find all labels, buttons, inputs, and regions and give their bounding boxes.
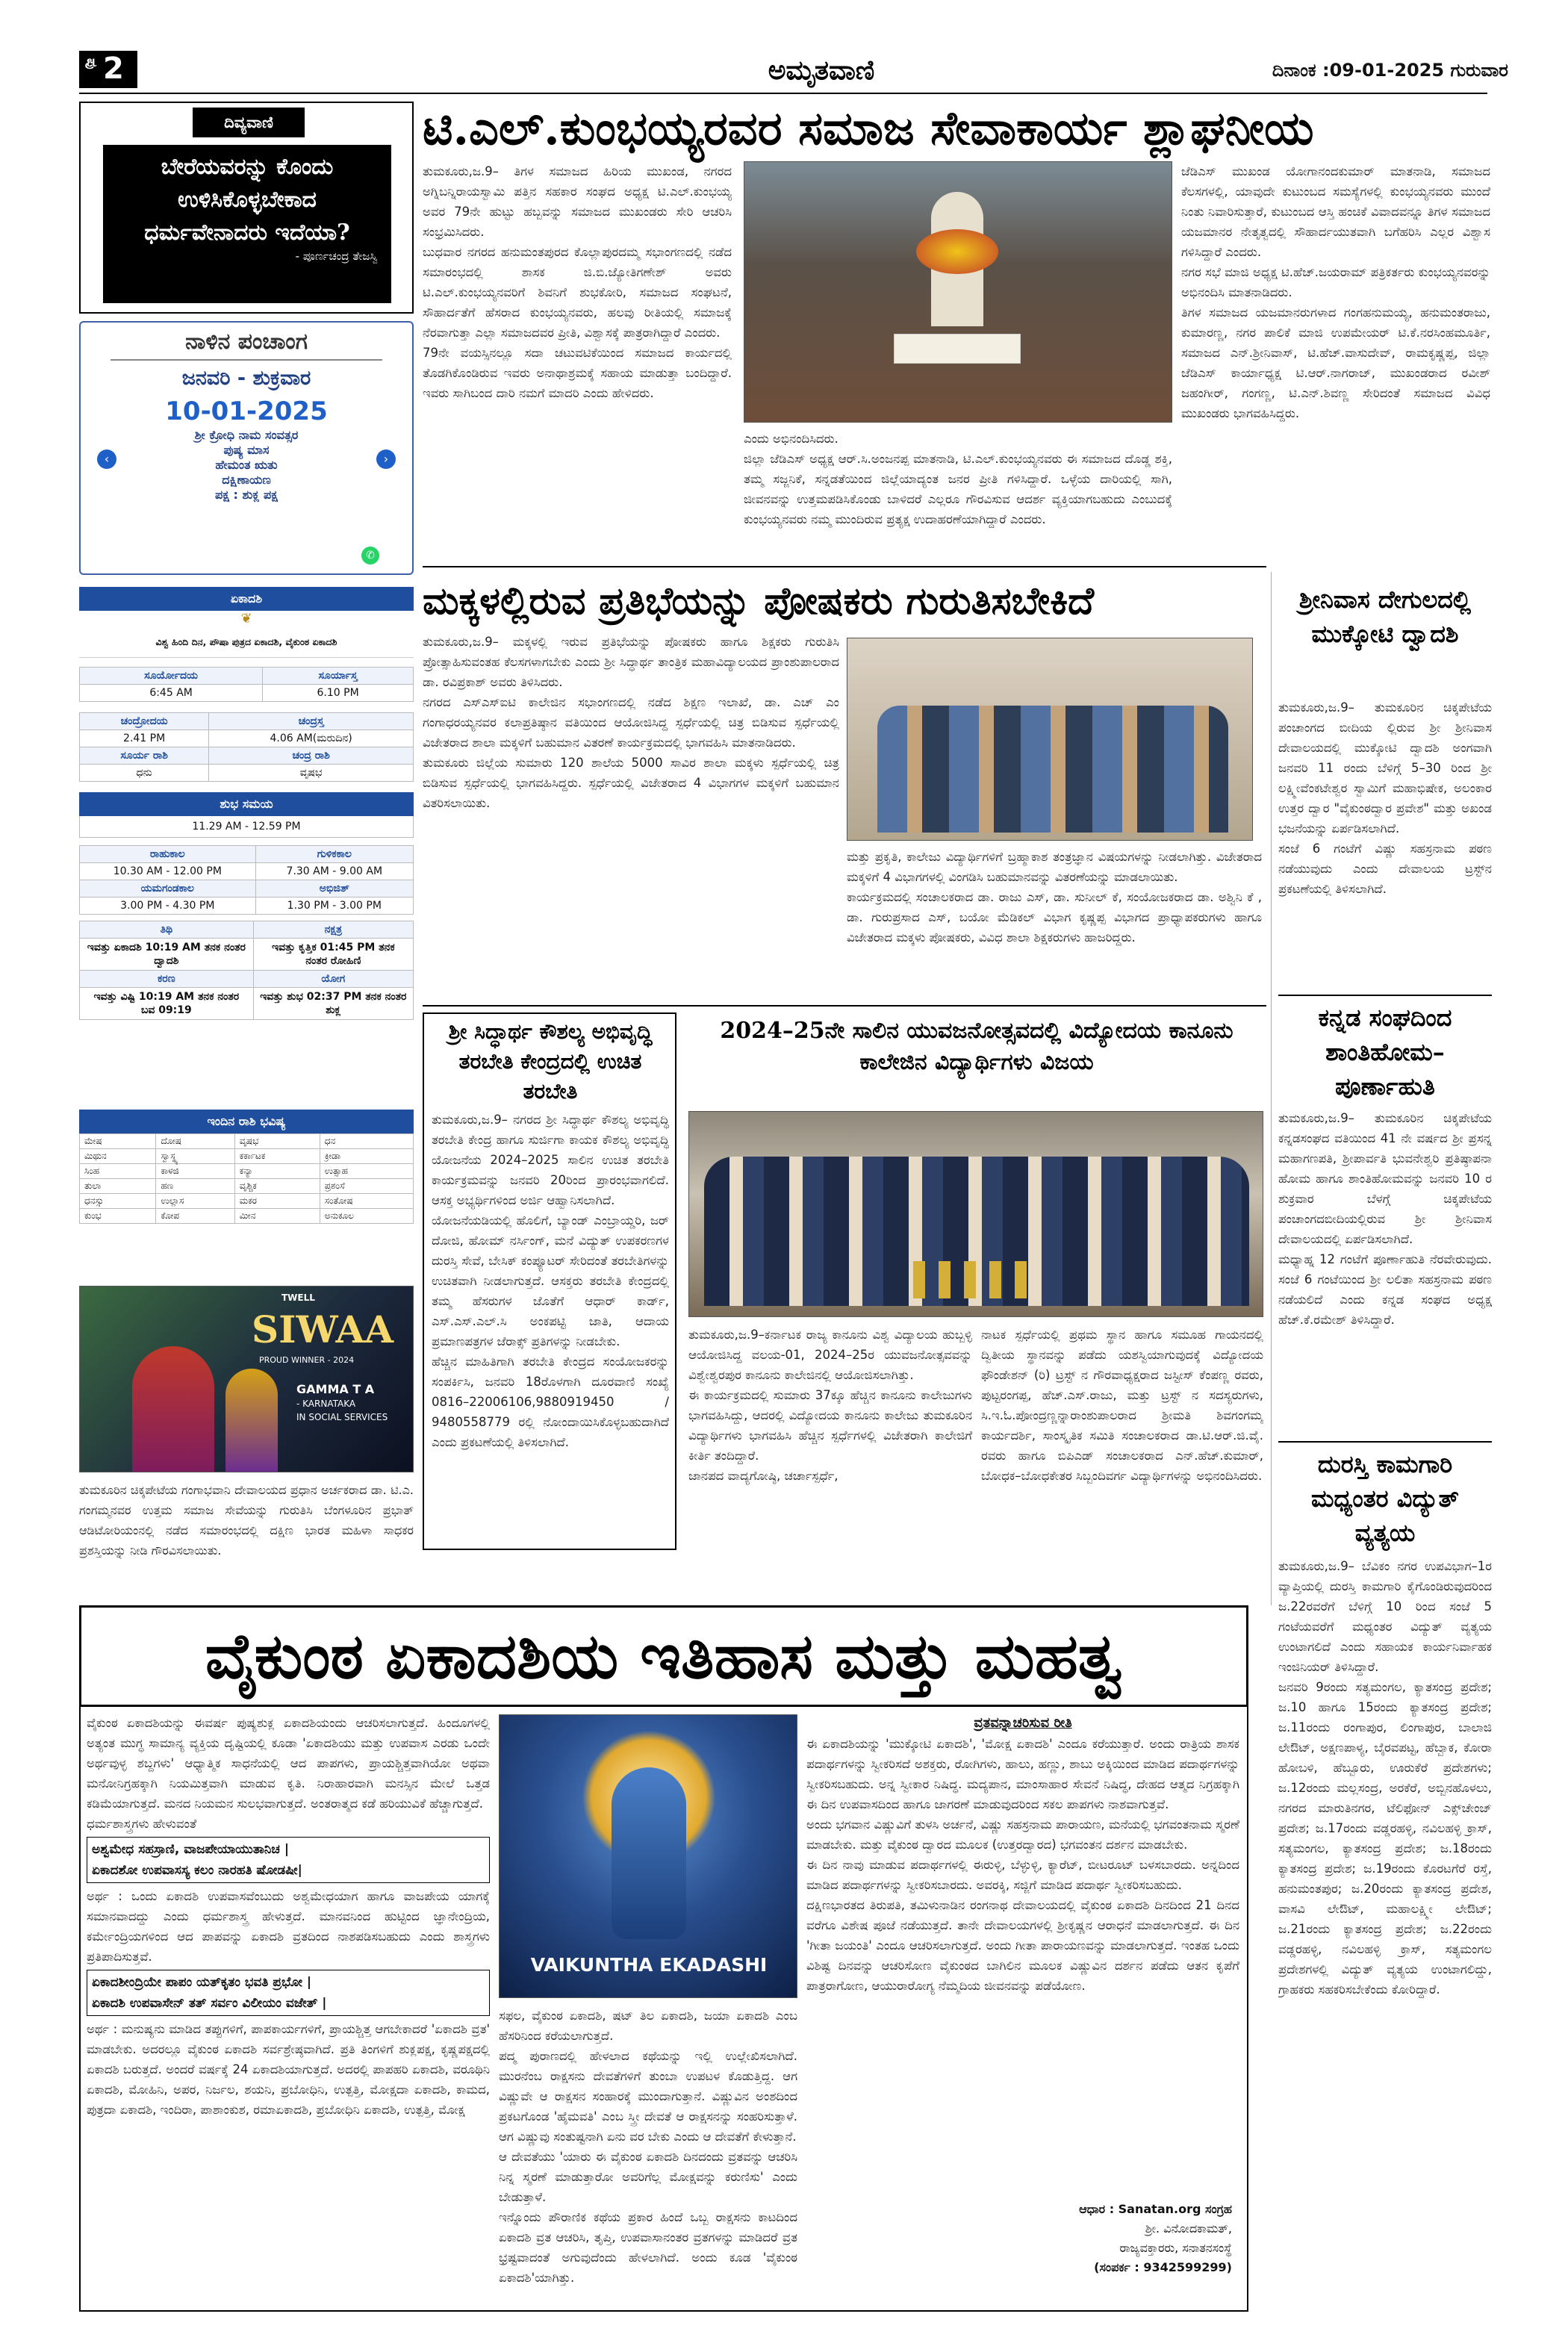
guli-label: ಗುಳಿಕಕಾಲ (255, 846, 413, 863)
rashi-sign: ತುಲಾ (80, 1179, 156, 1194)
article7-headline: ದುರಸ್ತಿ ಕಾಮಗಾರಿ ಮಧ್ಯಂತರ ವಿದ್ಯುತ್ ವ್ಯತ್ಯಯ (1311, 1450, 1459, 1547)
siwaa-award-photo (79, 1286, 414, 1472)
rashi-table (79, 1133, 414, 1224)
rashi-row (80, 1179, 414, 1194)
tithi-label: ತಿಥಿ (80, 921, 254, 939)
kala-table (79, 845, 414, 915)
panchanga-samvatsara: ಶ್ರೀ ಕ್ರೋಧಿ ನಾಮ ಸಂವತ್ಸರ (194, 428, 299, 442)
moon-rashi-label: ಚಂದ್ರ ರಾಶಿ (209, 747, 414, 765)
masthead-date: ದಿನಾಂಕ :09-01-2025 ಗುರುವಾರ (1272, 60, 1508, 81)
abhi-label: ಅಭಿಜಿತ್ (255, 880, 413, 897)
karana-label: ಕರಣ (80, 971, 254, 988)
panchanga-day: ಜನವರಿ - ಶುಕ್ರವಾರ (181, 367, 311, 390)
presenter-figure (225, 1369, 278, 1472)
whatsapp-share-icon[interactable]: ✆ (361, 547, 379, 564)
rashi-forecast: ಕೋಪ (156, 1209, 234, 1224)
yoga-value: ಇವತ್ತು ಶುಭ 02:37 PM ತನಕ ನಂತರ ಶುಕ್ಲ (253, 988, 413, 1020)
right-column-divider (1271, 572, 1272, 1605)
feature-col3-body: ಈ ಏಕಾದಶಿಯನ್ನು 'ಮುಕ್ಕೋಟಿ ಏಕಾದಶಿ', 'ಮೋಕ್ಷ ಏಕಾದಶಿ' ಎಂದೂ ಕರೆಯುತ್ತಾರೆ. ಅಂದು ರಾತ್ರಿಯ ಶಾಸಕ ಪದಾರ್ಥಗಳನ್ನು ಸ್ವೀಕರಿಸದೆ ಅಶಕ್ತರು, ರೋಗಿಗಳು, ಹಾಲು, ಹಣ್ಣು, ಶಾಬು ಅಕ್ಕಿಯಿಂದ ಮಾಡಿದ ಪದಾರ್ಥಗಳನ್ನು ಸ್ವೀಕರಿಸಬಹುದು. ಅನ್ನ ಸ್ವೀಕಾರ ನಿಷಿದ್ಧ. ಮದ್ಯಪಾನ, ಮಾಂಸಾಹಾರ ಸೇವನೆ ನಿಷಿದ್ಧ, ದೇಹದ ಆತ್ಮದ ನಿಗ್ರಹಕ್ಕಾಗಿ ಈ ದಿನ ಉಪವಾಸದಿಂದ ಹಾಗೂ ಜಾಗರಣೆ ಮಾಡುವುದರಿಂದ ಸಕಲ ಪಾಪಗಳು ನಾಶವಾಗುತ್ತವೆ. ಅಂದು ಭಗವಾನ ವಿಷ್ಣುವಿಗೆ ತುಳಸಿ ಅರ್ಚನೆ, ವಿಷ್ಣು ಸಹಸ್ರನಾಮ ಪಾರಾಯಣ, ಮನೆಯಲ್ಲಿ ಭಗವಂತನಾಮ ಸ್ಮರಣೆ ಮಾಡಬೇಕು. ಮತ್ತು ವೈಕುಂಠ ದ್ವಾರದ ಮೂಲಕ (ಉತ್ತರದ್ವಾರದ) ಭಗವಂತನ ದರ್ಶನ ಮಾಡಬೇಕು. ಈ ದಿನ ನಾವು ಮಾಡುವ ಪದಾರ್ಥಗಳಲ್ಲಿ ಈರುಳ್ಳಿ, ಬೆಳ್ಳುಳ್ಳಿ, ಕ್ಯಾರೆಟ್, ಬೀಟರೂಟ್ ಬಳಸಬಾರದು. ಅನ್ನದಿಂದ ಮಾಡಿದ ಪದಾರ್ಥಗಳನ್ನು ಸ್ವೀಕರಿಸಬಾರದು. ಅವರಕ್ಕಿ, ಸಜ್ಜಿಗೆ ಮಾಡಿದ ಪದಾರ್ಥ ಸ್ವೀಕರಿಸಬಹುದು. ದಕ್ಷಿಣಭಾರತದ ತಿರುಪತಿ, ತಮಿಳುನಾಡಿನ ರಂಗನಾಥ ದೇವಾಲಯದಲ್ಲಿ ವೈಕುಂಠ ಏಕಾದಶಿ ದಿನದಿಂದ 21 ದಿನದ ವರೆಗೂ ವಿಶೇಷ ಪೂಜೆ ನಡೆಯುತ್ತದೆ. ತಾನೇ ದೇವಾಲಯಗಳಲ್ಲಿ ಶ್ರೀಕೃಷ್ಣನ ಆರಾಧನೆ ಮಾಡಲಾಗುತ್ತದೆ. ಈ ದಿನ 'ಗೀತಾ ಜಯಂತಿ' ಎಂದೂ ಆಚರಿಸಲಾಗುತ್ತದೆ. ಅಂದು ಗೀತಾ ಪಾರಾಯಣವನ್ನು ಮಾಡಲಾಗುತ್ತದೆ. ಇಂತಹ ಒಂದು ವಿಶಿಷ್ಟ ದಿನವನ್ನು ಆಚರಿಸೋಣ ವೈಕುಂಠದ ಬಾಗಿಲಿನ ಮೂಲಕ ವಿಷ್ಣುವಿನ ದರ್ಶನ ಪಡೆದು ಆತನ ಕೃಪೆಗೆ ಪಾತ್ರರಾಗೋಣ, ಆಯುರಾರೋಗ್ಯ ನೆಮ್ಮದಿಯ ಜೀವನವನ್ನು ಪಡೆಯೋಣ. (806, 1737, 1239, 1993)
rashi-sign: ಮೀನ (234, 1209, 320, 1224)
panchanga-ayana: ದಕ್ಷಿಣಾಯಣ (222, 473, 271, 487)
feature-credit (806, 2200, 1239, 2277)
sunset-label: ಸೂರ್ಯಾಸ್ತ (263, 668, 414, 685)
rashi-row (80, 1164, 414, 1179)
siwaa-sub: PROUD WINNER - 2024 (259, 1355, 355, 1365)
article1-body-left: ತುಮಕೂರು,ಜ.9– ತಿಗಳ ಸಮಾಜದ ಹಿರಿಯ ಮುಖಂಡ, ನಗರದ ಅಗ್ನಿಬನ್ನಿರಾಯಸ್ವಾಮಿ ಪತ್ತಿನ ಸಹಕಾರ ಸಂಘದ ಅಧ್ಯಕ್ಷ ಟಿ.ಎಲ್.ಕುಂಭಯ್ಯ ಅವರ 79ನೇ ಹುಟ್ಟು ಹಬ್ಬವನ್ನು ಸಮಾಜದ ಮುಖಂಡರು ಸೇರಿ ಆಚರಿಸಿ ಸಂಭ್ರಮಿಸಿದರು. ಬುಧವಾರ ನಗರದ ಹನುಮಂತಪುರದ ಕೊಲ್ಲಾಪುರದಮ್ಮ ಸಭಾಂಗಣದಲ್ಲಿ ನಡೆದ ಸಮಾರಂಭದಲ್ಲಿ ಶಾಸಕ ಜಿ.ಬಿ.ಜ್ಯೋತಿಗಣೇಶ್ ಅವರು ಟಿ.ಎಲ್.ಕುಂಭಯ್ಯನವರಿಗೆ ಶಿವನಿಗೆ ಶುಭಕೋರಿ, ಸಮಾಜದ ಸಂಘಟನೆ, ಸೌಹಾರ್ದತೆಗೆ ಹೆಸರಾದ ಕುಂಭಯ್ಯನವರು, ಹಲವು ರೀತಿಯಲ್ಲಿ ಸಮಾಜಕ್ಕೆ ನೆರವಾಗುತ್ತಾ ಎಲ್ಲಾ ಸಮಾಜದವರ ಪ್ರೀತಿ, ವಿಶ್ವಾಸಕ್ಕೆ ಪಾತ್ರರಾಗಿದ್ದಾರೆ ಎಂದರು. 79ನೇ ವಯಸ್ಸಿನಲ್ಲೂ ಸದಾ ಚಟುವಟಿಕೆಯಿಂದ ಸಮಾಜದ ಕಾರ್ಯದಲ್ಲಿ ತೊಡಗಿಕೊಂಡಿರುವ ಇವರು ಅನಾಥಾಶ್ರಮಕ್ಕೆ ಸಹಾಯ ಮಾಡುತ್ತಾ ಬಂದಿದ್ದಾರೆ. ಇವರು ಸಾಗಿಬಂದ ದಾರಿ ನಮಗೆ ಮಾದರಿ ಎಂದು ಹೇಳಿದರು. (423, 164, 732, 400)
article4-body-left: ತುಮಕೂರು,ಜ.9–ಕರ್ನಾಟಕ ರಾಜ್ಯ ಕಾನೂನು ವಿಶ್ವ ವಿದ್ಯಾಲಯ ಹುಬ್ಬಳ್ಳಿ ಆಯೋಜಿಸಿದ್ದ ವಲಯ-01, 2024–25ರ ಯುವಜನೋತ್ಸವವನ್ನು ವಿಶ್ವೇಶ್ವರಪುರ ಕಾನೂನು ಕಾಲೇಜಿನಲ್ಲಿ ಆಯೋಜಿಸಲಾಗಿತ್ತು. ಈ ಕಾರ್ಯಕ್ರಮದಲ್ಲಿ ಸುಮಾರು 37ಕ್ಕೂ ಹೆಚ್ಚಿನ ಕಾನೂನು ಕಾಲೇಜುಗಳು ಭಾಗವಹಿಸಿದ್ದು, ಆದರಲ್ಲಿ ವಿದ್ಯೋದಯ ಕಾನೂನು ಕಾಲೇಜು ತುಮಕೂರಿನ ವಿದ್ಯಾರ್ಥಿಗಳು ಭಾಗವಹಿಸಿ ಹೆಚ್ಚಿನ ಸ್ಪರ್ಧೆಗಳಲ್ಲಿ ವಿಜೇತರಾಗಿ ಕಾಲೇಜಿಗೆ ಕೀರ್ತಿ ತಂದಿದ್ದಾರೆ. ಜಾನಪದ ವಾದ್ಯಗೋಷ್ಠಿ, ಚರ್ಚಾಸ್ಪರ್ಧೆ, (688, 1328, 972, 1483)
article1-headline: ಟಿ.ಎಲ್.ಕುಂಭಯ್ಯರವರ ಸಮಾಜ ಸೇವಾಕಾರ್ಯ ಶ್ಲಾಘನೀಯ (423, 101, 1314, 155)
rashi-sign: ಸಿಂಹ (80, 1164, 156, 1179)
next-day-button[interactable]: › (376, 449, 396, 469)
awardee-figure (132, 1346, 214, 1472)
divyavani-author: - ಪೂರ್ಣಚಂದ್ರ ತೇಜಸ್ವಿ (295, 249, 378, 263)
ekadashi-icon: ❦ (240, 611, 252, 626)
article5-headline: ಶ್ರೀನಿವಾಸ ದೇಗುಲದಲ್ಲಿ ಮುಕ್ಕೋಟಿ ದ್ವಾದಶಿ (1298, 585, 1472, 648)
credit-phone: (ಸಂಪರ್ಕ : 9342599299) (1094, 2260, 1232, 2274)
siwaa-category: IN SOCIAL SERVICES (296, 1412, 388, 1422)
rashi-row (80, 1194, 414, 1209)
feature-col1-meaning: ಅರ್ಥ : ಒಂದು ಏಕಾದಶಿ ಉಪವಾಸವೆಂಬುದು ಅಶ್ವಮೇಧಯಾಗ ಹಾಗೂ ವಾಜಪೇಯ ಯಾಗಕ್ಕೆ ಸಮಾನವಾದದ್ದು ಎಂದು ಧರ್ಮಶಾಸ್ತ್ರ ಹೇಳುತ್ತದೆ. ಮಾನವನಿಂದ ಹುಟ್ಟಿಂದ ಜ್ಞಾನೇಂದ್ರಿಯ, ಕರ್ಮೇಂದ್ರಿಯಗಳಿಂದ ಆದ ಪಾಪವನ್ನು ಏಕಾದಶಿ ವ್ರತದಿಂದ ನಾಶಪಡಿಸಬಹುದು ಎಂದು ಶಾಸ್ತ್ರಗಳು ಪ್ರತಿಪಾದಿಸುತ್ತವೆ. (87, 1889, 490, 1964)
feature-shloka-1: ಅಶ್ವಮೇಧ ಸಹಸ್ರಾಣಿ, ವಾಜಪೇಯಾಯುತಾನಿಚ | ಏಕಾದಶೋ ಉಪವಾಸಸ್ಯ ಕಲಂ ನಾರಹತಿ ಷೋಡಷೀ| (87, 1837, 490, 1883)
article6-rule (1278, 1441, 1492, 1443)
feature-banner-title: ವೈಕುಂಠ ಏಕಾದಶಿಯ ಇತಿಹಾಸ ಮತ್ತು ಮಹತ್ವ (205, 1619, 1123, 1693)
siwaa-logo: SIWAA (252, 1307, 394, 1351)
rashi-sign: ಮಕರ (234, 1194, 320, 1209)
rashi-forecast: ದೋಷ (156, 1134, 234, 1149)
rashi-sign: ಮೇಷ (80, 1134, 156, 1149)
students-group (877, 706, 1228, 833)
feature-col1-intro: ವೈಕುಂಠ ಏಕಾದಶಿಯನ್ನು ಈವರ್ಷ ಪುಷ್ಯಶುಕ್ಲ ಏಕಾದಶಿಯಂದು ಆಚರಿಸಲಾಗುತ್ತದೆ. ಹಿಂದೂಗಳಲ್ಲಿ ಅತ್ಯಂತ ಮುಗ್ಧ ಸಾಮಾನ್ಯ ವ್ಯಕ್ತಿಯ ದೃಷ್ಟಿಯಲ್ಲಿ ಕೂಡಾ 'ಏಕಾದಶಿಯು ಮತ್ತು ಉಪವಾಸ ಎರಡು ಒಂದೇ ಅರ್ಥವುಳ್ಳ ಶಬ್ದಗಳು' ಆಧ್ಯಾತ್ಮಿಕ ಸಾಧನೆಯಲ್ಲಿ ಆದ ಪಾಪಗಳು, ಪ್ರಾಯಶ್ಚಿತ್ತವಾಗಿಯೋ ಅಥವಾ ಮನೋನಿಗ್ರಹಕ್ಕಾಗಿ ನಿಯಮಿತ್ತವಾಗಿ ಮಾಡುವ ಕೃತಿ. ನಿರಾಹಾರವಾಗಿ ಮನಸ್ಸಿನ ಮೇಲೆ ಒತ್ತಡ ಕಡಿಮೆಯಾಗುತ್ತದೆ. ಮನದ ನಿಯಮನ ಸುಲಭವಾಗುತ್ತದೆ. ಅಂತರಾತ್ಮದ ಕಡೆ ಹರಿಯುವಿಕೆ ಹೆಚ್ಚಾಗುತ್ತದೆ. ಧರ್ಮಶಾಸ್ತ್ರಗಳು ಹೇಳುವಂತೆ (87, 1716, 490, 1831)
feature-banner (79, 1605, 1248, 1707)
sun-rashi-value: ಧನು (80, 765, 209, 782)
moonset-label: ಚಂದ್ರಸ್ತ (209, 713, 414, 730)
siwaa-brand: TWELL (281, 1292, 315, 1303)
tithi-value: ಇವತ್ತು ಏಕಾದಶಿ 10:19 AM ತನಕ ನಂತರ ದ್ವಾದಶಿ (80, 939, 254, 971)
tithi-table (79, 921, 414, 1020)
panchanga-card (79, 321, 414, 575)
divyavani-box (79, 102, 414, 314)
panchanga-paksha: ಪಕ್ಷ : ಶುಕ್ಲ ಪಕ್ಷ (215, 488, 278, 502)
panchanga-ritu: ಹೇಮಂತ ಋತು (215, 458, 278, 472)
article3-body: ತುಮಕೂರು,ಜ.9– ನಗರದ ಶ್ರೀ ಸಿದ್ಧಾರ್ಥ ಕೌಶಲ್ಯ ಅಭಿವೃದ್ಧಿ ತರಬೇತಿ ಕೇಂದ್ರ ಹಾಗೂ ಸುರ್ಜಿಗಾ ಕಾಯಕ ಕೌಶಲ್ಯ ಅಭಿವೃದ್ಧಿ ಯೋಜನೆಯ 2024–2025 ಸಾಲಿನ ಉಚಿತ ತರಬೇತಿ ಕಾರ್ಯಕ್ರಮವನ್ನು ಜನವರಿ 20ರಿಂದ ಪ್ರಾರಂಭವಾಗಲಿದೆ. ಆಸಕ್ತ ಅಭ್ಯರ್ಥಿಗಳಿಂದ ಅರ್ಜಿ ಆಹ್ವಾನಿಸಲಾಗಿದೆ. ಯೋಜನೆಯಡಿಯಲ್ಲಿ ಹೊಲಿಗೆ, ಬ್ಯಾಂಡ್ ಎಂಬ್ರಾಯ್ಡರಿ, ಜರ್ ದೋಜಿ, ಹೋಮ್ ನರ್ಸಿಂಗ್, ಮನೆ ವಿದ್ಯುತ್ ಉಪಕರಣಗಳ ದುರಸ್ತಿ ಸೇವೆ, ಬೇಸಿಕ್ ಕಂಪ್ಯೂಟರ್ ಸೇರಿದಂತೆ ತರಬೇತಿಗಳನ್ನು ಉಚಿತವಾಗಿ ನೀಡಲಾಗುತ್ತದೆ. ಆಸಕ್ತರು ತರಬೇತಿ ಕೇಂದ್ರದಲ್ಲಿ ತಮ್ಮ ಹೆಸರುಗಳ ಜೊತೆಗೆ ಆಧಾರ್ ಕಾರ್ಡ್, ಎಸ್.ಎಸ್.ಎಲ್.ಸಿ ಅಂಕಪಟ್ಟಿ ಜಾತಿ, ಆದಾಯ ಪ್ರಮಾಣಪತ್ರಗಳ ಜೆರಾಕ್ಸ್ ಪ್ರತಿಗಳನ್ನು ನೀಡಬೇಕು. ಹೆಚ್ಚಿನ ಮಾಹಿತಿಗಾಗಿ ತರಬೇತಿ ಕೇಂದ್ರದ ಸಂಯೋಜಕರನ್ನು ಸಂಪರ್ಕಿಸಿ, ಜನವರಿ 18ರೊಳಗಾಗಿ ದೂರವಾಣಿ ಸಂಖ್ಯೆ 0816–22006106,9880919450 / 9480558779 ರಲ್ಲಿ ನೋಂದಾಯಿಸಿಕೊಳ್ಳಬಹುದಾಗಿದೆ ಎಂದು ಪ್ರಕಟಣೆಯಲ್ಲಿ ತಿಳಿಸಲಾಗಿದೆ. (432, 1113, 669, 1449)
rashi-sign: ಮಿಥುನ (80, 1149, 156, 1164)
nakshatra-value: ಇವತ್ತು ಕೃತ್ತಿಕ 01:45 PM ತನಕ ನಂತರ ರೋಹಿಣಿ (253, 939, 413, 971)
divyavani-quote: ಬೇರೆಯವರನ್ನು ಕೊಂದು ಉಳಿಸಿಕೊಳ್ಳಬೇಕಾದ ಧರ್ಮವೇನಾದರು ಇದೆಯಾ? (144, 154, 350, 246)
rashi-title: ಇಂದಿನ ರಾಶಿ ಭವಿಷ್ಯ (79, 1110, 414, 1133)
rahu-value: 10.30 AM - 12.00 PM (80, 863, 256, 880)
rahu-label: ರಾಹುಕಾಲ (80, 846, 256, 863)
article4-body-right: ನಾಟಕ ಸ್ಪರ್ಧೆಯಲ್ಲಿ ಪ್ರಥಮ ಸ್ಥಾನ ಹಾಗೂ ಸಮೂಹ ಗಾಯನದಲ್ಲಿ ದ್ವಿತೀಯ ಸ್ಥಾನವನ್ನು ಪಡೆದು ಯಶಸ್ವಿಯಾಗುವುದಕ್ಕೆ ವಿದ್ಯೋದಯ ಫೌಂಡೇಶನ್ (ರಿ) ಟ್ರಸ್ಟ್ ನ ಗೌರವಾಧ್ಯಕ್ಷರಾದ ಜಸ್ಟೀಸ್ ಕೆಂಪಣ್ಣ ರವರು, ಪುಟ್ಟರಂಗಪ್ಪ, ಹೆಚ್.ಎಸ್.ರಾಜು, ಮತ್ತು ಟ್ರಸ್ಟ್ ನ ಸದಸ್ಯರುಗಳು, ಸಿ.ಇ.ಓ.ಪೋಂದ್ರಣ್ಣನ್ನಾರಾಂಶುಪಾಲರಾದ ಶ್ರೀಮತಿ ಶಿವಗಂಗಮ್ಮ ಕಾರ್ಯದರ್ಶಿ, ಸಾಂಸ್ಕೃತಿಕ ಸಮಿತಿ ಸಂಚಾಲಕರಾದ ಡಾ.ಟಿ.ಆರ್.ಜಿ.ವೈ. ರವರು ಹಾಗೂ ಬಿಪಿಎಡ್ ಸಂಚಾಲಕರಾದ ಎನ್.ಹೆಚ್.ಕುಮಾರ್, ಬೋಧಕ–ಬೋಧಕೇತರ ಸಿಬ್ಬಂದಿವರ್ಗ ವಿದ್ಯಾರ್ಥಿಗಳನ್ನು ಅಭಿನಂದಿಸಿದರು. (981, 1328, 1263, 1483)
guli-value: 7.30 AM - 9.00 AM (255, 863, 413, 880)
rashi-forecast: ಧನ (320, 1134, 413, 1149)
rashi-forecast: ಹಣ (156, 1179, 234, 1194)
rashi-forecast: ಅನುಕೂಲ (320, 1209, 413, 1224)
shubha-value: 11.29 AM - 12.59 PM (79, 816, 414, 838)
karana-value: ಇವತ್ತು ವಿಷ್ಟಿ 10:19 AM ತನಕ ನಂತರ ಬವ 09:19 (80, 988, 254, 1020)
rashi-forecast: ಕ್ರೀಡಾ (320, 1149, 413, 1164)
article2-rule (423, 1005, 1266, 1007)
yoga-label: ಯೋಗ (253, 971, 413, 988)
garland-shape (916, 229, 998, 274)
rashi-row (80, 1149, 414, 1164)
rashi-sign: ವೃಷಭ (234, 1134, 320, 1149)
sunrise-value: 6:45 AM (80, 685, 263, 702)
masthead-rule (79, 93, 1487, 94)
article3-headline: ಶ್ರೀ ಸಿದ್ಧಾರ್ಥ ಕೌಶಲ್ಯ ಅಭಿವೃದ್ಧಿ ತರಬೇತಿ ಕೇಂದ್ರದಲ್ಲಿ ಉಚಿತ ತರಬೇತಿ (448, 1019, 653, 1104)
article1-body-mid: ಎಂದು ಅಭಿನಂದಿಸಿದರು. ಜಿಲ್ಲಾ ಜೆಡಿಎಸ್ ಅಧ್ಯಕ್ಷ ಆರ್.ಸಿ.ಅಂಜನಪ್ಪ ಮಾತನಾಡಿ, ಟಿ.ಎಲ್.ಕುಂಭಯ್ಯನವರು ಈ ಸಮಾಜದ ದೊಡ್ಡ ಶಕ್ತಿ, ತಮ್ಮ ಸಜ್ಜನಿಕೆ, ಸನ್ನಡತೆಯಿಂದ ಜಿಲ್ಲೆಯಾದ್ಯಂತ ಜನರ ಪ್ರೀತಿ ಗಳಿಸಿದ್ದಾರೆ. ಒಳ್ಳೆಯ ದಾರಿಯಲ್ಲಿ ಸಾಗಿ, ಜೀವನವನ್ನು ಉತ್ತಮಪಡಿಸಿಕೊಂಡು ಬಾಳಿದರೆ ಎಲ್ಲರೂ ಗೌರವಿಸುವ ಆದರ್ಶ ವ್ಯಕ್ತಿಯಾಗಬಹುದು ಎಂಬುದಕ್ಕೆ ಕುಂಭಯ್ಯನವರು ನಮ್ಮ ಮುಂದಿರುವ ಪ್ರತ್ಯಕ್ಷ ಉದಾಹರಣೆಯಾಗಿದ್ದಾರೆ ಎಂದರು. (744, 432, 1172, 526)
article2-body-left: ತುಮಕೂರು,ಜ.9– ಮಕ್ಕಳಲ್ಲಿ ಇರುವ ಪ್ರತಿಭೆಯನ್ನು ಪೋಷಕರು ಹಾಗೂ ಶಿಕ್ಷಕರು ಗುರುತಿಸಿ ಪ್ರೋತ್ಸಾಹಿಸುವಂತಹ ಕೆಲಸಗಳಾಗಬೇಕು ಎಂದು ಶ್ರೀ ಸಿದ್ಧಾರ್ಥ ತಾಂತ್ರಿಕ ಮಹಾವಿದ್ಯಾಲಯದ ಪ್ರಾಂಶುಪಾಲರಾದ ಡಾ. ರವಿಪ್ರಕಾಶ್ ಅವರು ತಿಳಿಸಿದರು. ನಗರದ ಎಸ್‍ಎಸ್‍ಐಟಿ ಕಾಲೇಜಿನ ಸಭಾಂಗಣದಲ್ಲಿ ನಡೆದ ಶಿಕ್ಷಣ ಇಲಾಖೆ, ಡಾ. ಎಚ್ ಎಂ ಗಂಗಾಧರಯ್ಯನವರ ಕಲಾಪ್ರತಿಷ್ಠಾನ ವತಿಯಿಂದ ಆಯೋಜಿಸಿದ್ದ ಸ್ಪರ್ಧೆಯಲ್ಲಿ ಚಿತ್ರ ಬಿಡಿಸುವ ಸ್ಪರ್ಧೆಯಲ್ಲಿ ವಿಜೇತರಾದ ಶಾಲಾ ಮಕ್ಕಳಿಗೆ ಬಹುಮಾನ ವಿತರಣೆ ಕಾರ್ಯಕ್ರಮದಲ್ಲಿ ಭಾಗವಹಿಸಿ ಮಾತನಾಡಿದರು. ತುಮಕೂರು ಜಿಲ್ಲೆಯ ಸುಮಾರು 120 ಶಾಲೆಯ 5000 ಸಾವಿರ ಶಾಲಾ ಮಕ್ಕಳು ಸ್ಪರ್ಧೆಯಲ್ಲಿ ಚಿತ್ರ ಬಿಡಿಸುವ ಸ್ಪರ್ಧೆಯಲ್ಲಿ ಭಾಗವಹಿಸಿದ್ದರು. ಸ್ಪರ್ಧೆಯಲ್ಲಿ ವಿಜೇತರಾದ 4 ವಿಭಾಗಗಳ ಮಕ್ಕಳಿಗೆ ಬಹುಮಾನ ವಿತರಿಸಲಾಯಿತು. (423, 635, 839, 810)
article7-body: ತುಮಕೂರು,ಜ.9– ಬೆವಿಕಂ ನಗರ ಉಪವಿಭಾಗ–1ರ ವ್ಯಾಪ್ತಿಯಲ್ಲಿ ದುರಸ್ತಿ ಕಾಮಗಾರಿ ಕೈಗೊಂಡಿರುವುದರಿಂದ ಜ.22ರವರೆಗೆ ಬೆಳಿಗ್ಗೆ 10 ರಿಂದ ಸಂಜೆ 5 ಗಂಟೆಯವರೆಗೆ ಮಧ್ಯಂತರ ವಿದ್ಯುತ್ ವ್ಯತ್ಯಯ ಉಂಟಾಗಲಿದೆ ಎಂದು ಸಹಾಯಕ ಕಾರ್ಯನಿರ್ವಾಹಕ ಇಂಜಿನಿಯರ್ ತಿಳಿಸಿದ್ದಾರೆ. ಜನವರಿ 9ರಂದು ಸತ್ಯಮಂಗಲ, ಕ್ಯಾತಸಂದ್ರ ಪ್ರದೇಶ; ಜ.10 ಹಾಗೂ 15ರಂದು ಕ್ಯಾತಸಂದ್ರ ಪ್ರದೇಶ; ಜ.11ರಂದು ರಂಗಾಪುರ, ಲಿಂಗಾಪುರ, ಬಾಲಾಜಿ ಲೇಔಟ್, ಅಕ್ಷಣಪಾಳ್ಯ, ಬೈರವಪಟ್ಟ, ಹೆಬ್ಬಾಕ, ಕೋರಾ ಹೋಬಳಿ, ಹೆಬ್ಬೂರು, ಊರುಕೆರೆ ಪ್ರದೇಶಗಳು; ಜ.12ರಂದು ಮಲ್ಲಸಂದ್ರ, ಅರಕೆರೆ, ಅಬ್ಬಿನಹೊಳಲು, ನಗರದ ಮಾರುತಿನಗರ, ಟೆಲಿಫೋನ್ ಎಕ್ಸ್‌ಚೇಂಜ್ ಪ್ರದೇಶ; ಜ.17ರಂದು ವಡ್ಡರಹಳ್ಳಿ, ನವಿಲಹಳ್ಳಿ ಕ್ರಾಸ್, ಸತ್ಯಮಂಗಲ, ಕ್ಯಾತಸಂದ್ರ ಪ್ರದೇಶ; ಜ.18ರಂದು ಕ್ಯಾತಸಂದ್ರ ಪ್ರದೇಶ; ಜ.19ರಂದು ಕೊರಟಗೆರೆ ರಸ್ತೆ, ಹನುಮಂತಪುರ; ಜ.20ರಂದು ಕ್ಯಾತಸಂದ್ರ ಪ್ರದೇಶ, ವಾಸವಿ ಲೇಔಟ್, ಮಹಾಲಕ್ಷ್ಮೀ ಲೇಔಟ್; ಜ.21ರಂದು ಕ್ಯಾತಸಂದ್ರ ಪ್ರದೇಶ; ಜ.22ರಂದು ವಡ್ಡರಹಳ್ಳಿ, ನವಿಲಹಳ್ಳಿ ಕ್ರಾಸ್, ಸತ್ಯಮಂಗಲ ಪ್ರದೇಶಗಳಲ್ಲಿ ವಿದ್ಯುತ್ ವ್ಯತ್ಯಯ ಉಂಟಾಗಲಿದ್ದು, ಗ್ರಾಹಕರು ಸಹಕರಿಸಬೇಕೆಂದು ಕೋರಿದ್ದಾರೆ. (1278, 1559, 1492, 1997)
panchanga-details (79, 587, 414, 1020)
article6-headline: ಕನ್ನಡ ಸಂಘದಿಂದ ಶಾಂತಿಹೋಮ– ಪೂರ್ಣಾಹುತಿ (1318, 1004, 1452, 1101)
rashi-sign: ಕರ್ಕಾಟಕ (234, 1149, 320, 1164)
feature-shloka-2: ಏಕಾದಶೀಂದ್ರಿಯೇ ಪಾಪಂ ಯತ್‌ಕೃತಂ ಭವತಿ ಪ್ರಭೋ | ಏಕಾದಶಿ ಉಪವಾಸೇನ್ ತತ್ ಸರ್ವಂ ವಿಲೀಯಂ ವಜೇತ್ | (87, 1970, 490, 2016)
article6-body: ತುಮಕೂರು,ಜ.9– ತುಮಕೂರಿನ ಚಿಕ್ಕಪೇಟೆಯ ಕನ್ನಡಸಂಘದ ವತಿಯಿಂದ 41 ನೇ ವರ್ಷದ ಶ್ರೀ ಪ್ರಸನ್ನ ಮಹಾಗಣಪತಿ, ಶ್ರೀಪಾರ್ವತಿ ಭುವನೇಶ್ವರಿ ಪ್ರತಿಷ್ಠಾಪನಾ ಹೋಮ ಹಾಗೂ ಶಾಂತಿಹೋಮವನ್ನು ಜನವರಿ 10 ರ ಶುಕ್ರವಾರ ಬೆಳಗ್ಗೆ ಚಿಕ್ಕಪೇಟೆಯ ಪಂಚಾಂಗದಬೀದಿಯಲ್ಲಿರುವ ಶ್ರೀ ಶ್ರೀನಿವಾಸ ದೇವಾಲಯದಲ್ಲಿ ಏರ್ಪಡಿಸಲಾಗಿದೆ. ಮಧ್ಯಾಹ್ನ 12 ಗಂಟೆಗೆ ಪೂರ್ಣಾಹುತಿ ನೆರವೇರುವುದು. ಸಂಜೆ 6 ಗಂಟೆಯಿಂದ ಶ್ರೀ ಲಲಿತಾ ಸಹಸ್ರನಾಮ ಪಠಣ ನಡೆಯಲಿದೆ ಎಂದು ಕನ್ನಡ ಸಂಘದ ಅಧ್ಯಕ್ಷ ಹೆಚ್.ಕೆ.ರಮೇಶ್ ತಿಳಿಸಿದ್ದಾರೆ. (1278, 1111, 1492, 1327)
siwaa-name: GAMMA T A (296, 1382, 375, 1396)
rashi-sign: ವೃಶ್ಚಿಕ (234, 1179, 320, 1194)
moon-rashi-value: ವೃಷಭ (209, 765, 414, 782)
masthead-title: ಅಮೃತವಾಣಿ (768, 55, 875, 86)
rashi-forecast: ಸ್ವಾಸ್ಥ್ಯ (156, 1149, 234, 1164)
moonrise-label: ಚಂದ್ರೋದಯ (80, 713, 209, 730)
feature-col3-title: ವ್ರತವನ್ನಾಚರಿಸುವ ರೀತಿ (974, 1715, 1072, 1731)
rashi-forecast: ಸಂತೋಷ (320, 1194, 413, 1209)
rashi-sign: ಕನ್ಯಾ (234, 1164, 320, 1179)
article4-photo (688, 1111, 1263, 1317)
nakshatra-label: ನಕ್ಷತ್ರ (253, 921, 413, 939)
vishnu-figure (612, 1767, 686, 1939)
sunrise-label: ಸೂರ್ಯೋದಯ (80, 668, 263, 685)
festival-line: ವಿಶ್ವ ಹಿಂದಿ ದಿನ, ಪೌಷಾ ಪುತ್ರದ ಏಕಾದಶಿ, ವೈಕುಂಠ ಏಕಾದಶಿ (79, 633, 414, 658)
article2-photo (847, 638, 1253, 841)
article1-rule (423, 566, 1266, 567)
yama-label: ಯಮಗಂಡಕಾಲ (80, 880, 256, 897)
cake-table (894, 334, 1021, 364)
sunset-value: 6.10 PM (263, 685, 414, 702)
article2-headline: ಮಕ್ಕಳಲ್ಲಿರುವ ಪ್ರತಿಭೆಯನ್ನು ಪೋಷಕರು ಗುರುತಿಸಬೇಕಿದೆ (423, 579, 1095, 623)
yama-value: 3.00 PM - 4.30 PM (80, 897, 256, 915)
divyavani-label: ದಿವ್ಯವಾಣಿ (193, 108, 305, 137)
moonrise-value: 2.41 PM (80, 730, 209, 747)
vaikuntha-ekadashi-poster (499, 1714, 797, 1998)
page-label: ಪು (84, 58, 99, 69)
feature-col2: ಸಫಲ, ವೈಕುಂಠ ಏಕಾದಶಿ, ಷಟ್ ತಿಲ ಏಕಾದಶಿ, ಜಯಾ ಏಕಾದಶಿ ಎಂಬ ಹೆಸರಿನಿಂದ ಕರೆಯಲಾಗುತ್ತದೆ. ಪದ್ಮ ಪುರಾಣದಲ್ಲಿ ಹೇಳಲಾದ ಕಥೆಯನ್ನು ಇಲ್ಲಿ ಉಲ್ಲೇಖಿಸಲಾಗಿದೆ. ಮುರನೆಂಬ ರಾಕ್ಷಸನು ದೇವತೆಗಳಿಗೆ ತುಂಬಾ ಉಪಟಳ ಕೊಡುತ್ತಿದ್ದ. ಆಗ ವಿಷ್ಣುವೇ ಆ ರಾಕ್ಷಸನ ಸಂಹಾರಕ್ಕೆ ಮುಂದಾಗುತ್ತಾನೆ. ವಿಷ್ಣುವಿನ ಅಂಶದಿಂದ ಪ್ರಕಟಗೊಂಡ 'ಹೈಮವತಿ' ಎಂಬ ಸ್ತ್ರೀ ದೇವತೆ ಆ ರಾಕ್ಷಸನನ್ನು ಸಂಹರಿಸುತ್ತಾಳೆ. ಆಗ ವಿಷ್ಣುವು ಸಂತುಷ್ಟನಾಗಿ ಏನು ವರ ಬೇಕು ಎಂದು ಆ ದೇವತೆಗೆ ಕೇಳುತ್ತಾನೆ. ಆ ದೇವತೆಯು 'ಯಾರು ಈ ವೈಕುಂಠ ಏಕಾದಶಿ ದಿನದಂದು ವ್ರತವನ್ನು ಆಚರಿಸಿ ನಿನ್ನ ಸ್ಮರಣೆ ಮಾಡುತ್ತಾರೋ ಅವರಿಗೆಲ್ಲ ಮೋಕ್ಷವನ್ನು ಕರುಣಿಸು' ಎಂದು ಬೇಡುತ್ತಾಳೆ. ಇನ್ನೊಂದು ಪೌರಾಣಿಕ ಕಥೆಯ ಪ್ರಕಾರ ಹಿಂದೆ ಒಬ್ಬ ರಾಕ್ಷಸನು ಕಾಟದಿಂದ ಏಕಾದಶಿ ವ್ರತ ಆಚರಿಸಿ, ತೃಪ್ತಿ, ಉಪವಾಸಾನಂತರ ವ್ರತಗಳನ್ನು ಮಾಡಿದರೆ ವ್ರತ ಭ್ರಷ್ಟವಾದಂತೆ ಅಗುವುದೆಂದು ಹೇಳಲಾಗಿದೆ. ಅಂದು ಕೂಡ 'ವೈಕುಂಠ ಏಕಾದಶಿ'ಯಾಗಿತ್ತು. (499, 2009, 797, 2285)
rashi-box (79, 1110, 414, 1224)
panchanga-masa: ಪುಷ್ಯ ಮಾಸ (223, 443, 270, 457)
siwaa-state: - KARNATAKA (296, 1399, 356, 1409)
feature-col3 (806, 1713, 1239, 2307)
panchanga-date: 10-01-2025 (165, 396, 328, 426)
siwaa-caption: ತುಮಕೂರಿನ ಚಿಕ್ಕಪೇಟೆಯ ಗಂಗಾಭವಾನಿ ದೇವಾಲಯದ ಪ್ರಧಾನ ಅರ್ಚಕರಾದ ಡಾ. ಟಿ.ಎ. ಗಂಗಮ್ಮನವರ ಉತ್ತಮ ಸಮಾಜ ಸೇವೆಯನ್ನು ಗುರುತಿಸಿ ಬೆಂಗಳೂರಿನ ಪ್ರಭಾತ್ ಆಡಿಟೋರಿಯಂನಲ್ಲಿ ನಡೆದ ಸಮಾರಂಭದಲ್ಲಿ ದಕ್ಷಿಣ ಭಾರತ ಮಹಿಳಾ ಸಾಧಕರ ಪ್ರಶಸ್ತಿಯನ್ನು ನೀಡಿ ಗೌರವಿಸಲಾಯಿತು. (79, 1483, 414, 1558)
prev-day-button[interactable]: ‹ (97, 449, 116, 469)
credit-name: ಶ್ರೀ. ವಿನೋದಕಾಮತ್, (1145, 2221, 1232, 2236)
article1-body-right: ಜೆಡಿಎಸ್ ಮುಖಂಡ ಯೋಗಾನಂದಕುಮಾರ್ ಮಾತನಾಡಿ, ಸಮಾಜದ ಕೆಲಸಗಳಲ್ಲಿ, ಯಾವುದೇ ಕುಟುಂಬದ ಸಮಸ್ಯೆಗಳಲ್ಲಿ ಕುಂಭಯ್ಯನವರು ಮುಂದೆ ನಿಂತು ನಿವಾರಿಸುತ್ತಾರೆ, ಕುಟುಂಬದ ಆಸ್ತಿ ಹಂಚಿಕೆ ವಿವಾದವನ್ನೂ ತಿಗಳ ಸಮಾಜದ ಯಜಮಾನರ ನೇತೃತ್ವದಲ್ಲಿ ಸೌಹಾರ್ದಯುತವಾಗಿ ಬಗೆಹರಿಸಿ ಎಲ್ಲರ ವಿಶ್ವಾಸ ಗಳಿಸಿದ್ದಾರೆ ಎಂದರು. ನಗರ ಸಭೆ ಮಾಜಿ ಅಧ್ಯಕ್ಷ ಟಿ.ಹೆಚ್.ಜಯರಾಮ್ ಪತ್ರಿಕರ್ತರು ಕುಂಭಯ್ಯನವರನ್ನು ಅಭಿನಂದಿಸಿ ಮಾತನಾಡಿದರು. ತಿಗಳ ಸಮಾಜದ ಯಜಮಾನರುಗಳಾದ ಗಂಗಹನುಮಯ್ಯ, ಹನುಮಂತರಾಜು, ಕುಮಾರಣ್ಣ, ನಗರ ಪಾಲಿಕೆ ಮಾಜಿ ಉಪಮೇಯರ್ ಟಿ.ಕೆ.ನರಸಿಂಹಮೂರ್ತಿ, ಸಮಾಜದ ಎನ್.ಶ್ರೀನಿವಾಸ್, ಟಿ.ಹೆಚ್.ವಾಸುದೇವ್, ರಾಮಕೃಷ್ಣಪ್ಪ, ಜಿಲ್ಲಾ ಜೆಡಿಎಸ್ ಕಾರ್ಯಾಧ್ಯಕ್ಷ ಟಿ.ಆರ್.ನಾಗರಾಜ್, ಮುಖಂಡರಾದ ರವೀಶ್ ಜಹಂಗೀರ್, ಗಂಗಣ್ಣ, ಟಿ.ಎನ್.ಶಿವಣ್ಣ ಸೇರಿದಂತೆ ಸಮಾಜದ ವಿವಿಧ ಮುಖಂಡರು ಭಾಗವಹಿಸಿದ್ದರು. (1181, 164, 1490, 420)
article4-headline: 2024–25ನೇ ಸಾಲಿನ ಯುವಜನೋತ್ಸವದಲ್ಲಿ ವಿದ್ಯೋದಯ ಕಾನೂನು ಕಾಲೇಜಿನ ವಿದ್ಯಾರ್ಥಿಗಳು ವಿಜಯ (720, 1018, 1233, 1075)
moon-table (79, 712, 414, 782)
rashi-row (80, 1209, 414, 1224)
rashi-forecast: ಪ್ರಶಂಸೆ (320, 1179, 413, 1194)
abhi-value: 1.30 PM - 3.00 PM (255, 897, 413, 915)
sun-rashi-label: ಸೂರ್ಯ ರಾಶಿ (80, 747, 209, 765)
ekadashi-bar: ಏಕಾದಶಿ (79, 587, 414, 611)
panchanga-title-rule (111, 359, 382, 361)
article2-body-right: ಮತ್ತು ಪ್ರಕೃತಿ, ಕಾಲೇಜು ವಿದ್ಯಾರ್ಥಿಗಳಿಗೆ ಬ್ರಹ್ಮಾಕಾಶ ತಂತ್ರಜ್ಞಾನ ವಿಷಯಗಳನ್ನು ನೀಡಲಾಗಿತ್ತು. ವಿಜೇತರಾದ ಮಕ್ಕಳಿಗೆ 4 ವಿಭಾಗಗಳಲ್ಲಿ ವಿಂಗಡಿಸಿ ಬಹುಮಾನವನ್ನು ವಿತರಣೆಯನ್ನು ಮಾಡಲಾಯಿತು. ಕಾರ್ಯಕ್ರಮದಲ್ಲಿ ಸಂಚಾಲಕರಾದ ಡಾ. ರಾಜು ಎಸ್, ಡಾ. ಸುನೀಲ್ ಕೆ, ಸಂಯೋಜಕರಾದ ಡಾ. ಅಶ್ವಿನಿ ಕೆ , ಡಾ. ಗುರುಪ್ರಸಾದ ಎಸ್, ಬಯೋ ಮೆಡಿಕಲ್ ವಿಭಾಗ ಕೃಷ್ಣಪ್ಪ ವಿಭಾಗದ ಪ್ರಾಧ್ಯಾಪಕರುಗಳು ಹಾಗೂ ವಿಜೇತರಾದ ಮಕ್ಕಳು ಪೋಷಕರು, ವಿವಿಧ ಶಾಲಾ ಶಿಕ್ಷಕರುಗಳು ಹಾಜರಿದ್ದರು. (847, 850, 1262, 945)
rashi-forecast: ಕಾಳಜಿ (156, 1164, 234, 1179)
page-number-box (79, 51, 137, 88)
page-number: 2 (103, 52, 124, 86)
panchanga-title: ನಾಳಿನ ಪಂಚಾಂಗ (185, 329, 308, 355)
article5-rule (1278, 995, 1492, 996)
shubha-bar: ಶುಭ ಸಮಯ (79, 792, 414, 816)
poster-title: VAIKUNTHA EKADASHI (530, 1954, 768, 1976)
rashi-forecast: ಉತ್ಸಾಹ (320, 1164, 413, 1179)
article1-photo (744, 161, 1172, 423)
rashi-sign: ಕುಂಭ (80, 1209, 156, 1224)
sun-table (79, 667, 414, 702)
rashi-forecast: ಉಲ್ಲಾಸ (156, 1194, 234, 1209)
rashi-row (80, 1134, 414, 1149)
credit-source: ಆಧಾರ : Sanatan.org ಸಂಗ್ರಹ (1079, 2202, 1232, 2216)
credit-org: ರಾಜ್ಯವಕ್ತಾರರು, ಸನಾತನಸಂಸ್ಥೆ (1119, 2241, 1232, 2255)
rashi-sign: ಧನಸ್ಸು (80, 1194, 156, 1209)
feature-col1-meaning-2: ಅರ್ಥ : ಮನುಷ್ಯನು ಮಾಡಿದ ತಪ್ಪುಗಳಿಗೆ, ಪಾಪಕಾರ್ಯಗಳಿಗೆ, ಪ್ರಾಯಶ್ಚಿತ್ತ ಆಗಬೇಕಾದರೆ 'ಏಕಾದಶಿ ವ್ರತ' ಮಾಡಬೇಕು. ಅದರಲ್ಲೂ ವೈಕುಂಠ ಏಕಾದಶಿ ಸರ್ವಶ್ರೇಷ್ಠವಾಗಿದೆ. ಪ್ರತಿ ತಿಂಗಳಿಗೆ ಶುಕ್ಲಪಕ್ಷ, ಕೃಷ್ಣಪಕ್ಷದಲ್ಲಿ ಏಕಾದಶಿ ಬರುತ್ತದೆ. ಅಂದರೆ ವರ್ಷಕ್ಕೆ 24 ಏಕಾದಶಿಯಾಗುತ್ತದೆ. ಅದರಲ್ಲಿ ಪಾಪಹರಿ ಏಕಾದಶಿ, ವರೂಥಿನಿ ಏಕಾದಶಿ, ಮೋಹಿನಿ, ಅಪರ, ನಿರ್ಜಲ, ಶಯನಿ, ಪ್ರಬೋಧಿನಿ, ಉತ್ಪತ್ತಿ, ಮೋಕ್ಷದಾ ಏಕಾದಶಿ, ಕಾಮದ, ಪುತ್ರದಾ ಏಕಾದಶಿ, ಇಂದಿರಾ, ಪಾಶಾಂಕುಶ, ರಮಾಏಕಾದಶಿ, ಪ್ರಬೋಧಿನಿ ಏಕಾದಶಿ, ಉತ್ಪತ್ತಿ, ಮೋಕ್ಷ (87, 2022, 490, 2117)
divyavani-quote-panel (103, 145, 391, 303)
feature-col1 (87, 1713, 490, 2307)
trophy-row (913, 1261, 1040, 1298)
moonset-value: 4.06 AM(ಮರುದಿನ) (209, 730, 414, 747)
article5-body: ತುಮಕೂರು,ಜ.9– ತುಮಕೂರಿನ ಚಿಕ್ಕಪೇಟೆಯ ಪಂಚಾಂಗದ ಬೀದಿಯ ಲ್ಲಿರುವ ಶ್ರೀ ಶ್ರೀನಿವಾಸ ದೇವಾಲಯದಲ್ಲಿ ಮುಕ್ಕೋಟಿ ದ್ವಾದಶಿ ಅಂಗವಾಗಿ ಜನವರಿ 11 ರಂದು ಬೆಳಿಗ್ಗೆ 5–30 ರಿಂದ ಶ್ರೀ ಲಕ್ಷ್ಮೀವೆಂಕಟೇಶ್ವರ ಸ್ವಾಮಿಗೆ ಮಹಾಭಿಷೇಕ, ಅಲಂಕಾರ ಉತ್ತರ ದ್ವಾರ "ವೈಕುಂಠದ್ವಾರ ಪ್ರವೇಶ" ಮತ್ತು ಅಖಂಡ ಭಜನೆಯನ್ನು ಏರ್ಪಡಿಸಲಾಗಿದೆ. ಸಂಜೆ 6 ಗಂಟೆಗೆ ವಿಷ್ಣು ಸಹಸ್ರನಾಮ ಪಠಣ ನಡೆಯುವುದು ಎಂದು ದೇವಾಲಯ ಟ್ರಸ್ಟ್‌ನ ಪ್ರಕಟಣೆಯಲ್ಲಿ ತಿಳಿಸಲಾಗಿದೆ. (1278, 700, 1492, 896)
